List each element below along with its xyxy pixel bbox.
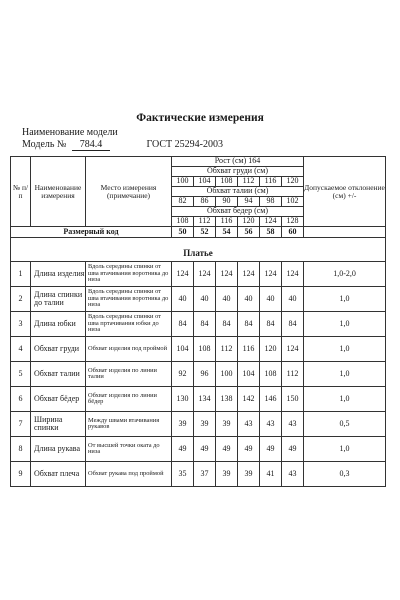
measurement-value: 108 [194,337,216,362]
document-title: Фактические измерения [136,112,264,124]
measurement-value: 84 [282,312,304,337]
model-name-label: Наименование модели [22,127,118,138]
chest-value: 116 [260,177,282,187]
measurement-name: Длина юбки [31,312,86,337]
measurement-name: Длина изделия [31,262,86,287]
table-row [11,387,386,412]
measurement-value: 84 [172,312,194,337]
row-number: 5 [11,362,31,387]
measurement-value: 40 [260,287,282,312]
size-code: 58 [260,227,282,238]
measurement-value: 124 [282,262,304,287]
measurement-value: 124 [216,262,238,287]
measurement-value: 150 [282,387,304,412]
measurement-place: Обхват изделия под проймой [86,337,172,362]
measurement-value: 41 [260,462,282,487]
row-number: 3 [11,312,31,337]
tolerance-value: 1,0 [304,437,386,462]
section-title: Платье [11,247,386,262]
measurement-name: Длина рукава [31,437,86,462]
hip-value: 128 [282,217,304,227]
tolerance-value: 1,0 [304,337,386,362]
measurement-place: Вдоль середины спинки от шва втачивания воротника до низа [86,287,172,312]
measurement-value: 49 [282,437,304,462]
tolerance-value: 1,0-2,0 [304,262,386,287]
header-num: № п/п [11,157,31,227]
size-code: 50 [172,227,194,238]
waist-value: 86 [194,197,216,207]
chest-value: 112 [238,177,260,187]
hip-value: 108 [172,217,194,227]
size-code: 60 [282,227,304,238]
measurement-value: 43 [282,462,304,487]
measurement-value: 39 [216,412,238,437]
measurement-value: 84 [216,312,238,337]
measurement-value: 35 [172,462,194,487]
measurement-value: 134 [194,387,216,412]
size-code-blank [304,227,386,238]
table-row [11,362,386,387]
model-line [22,139,223,151]
size-code: 56 [238,227,260,238]
tolerance-value: 1,0 [304,312,386,337]
header-place: Место измерения (примечание) [86,157,172,227]
measurement-value: 43 [282,412,304,437]
table-row [11,412,386,437]
measurement-value: 84 [260,312,282,337]
measurement-place: Обхват изделия по линии бёдер [86,387,172,412]
measurement-place: Между швами втачивания рукавов [86,412,172,437]
measurement-value: 92 [172,362,194,387]
row-number: 6 [11,387,31,412]
tolerance-value: 0,5 [304,412,386,437]
measurement-place: Обхват изделия по линии талии [86,362,172,387]
measurement-place: Обхват рукава под проймой [86,462,172,487]
measurement-value: 49 [260,437,282,462]
measurement-value: 40 [238,287,260,312]
waist-value: 102 [282,197,304,207]
waist-value: 90 [216,197,238,207]
standard-label: ГОСТ 25294-2003 [146,139,223,150]
chest-value: 120 [282,177,304,187]
hip-value: 124 [260,217,282,227]
measurement-name: Обхват груди [31,337,86,362]
header-tolerance: Допускаемое отклонение (см) +/- [304,157,386,227]
measurement-value: 39 [238,462,260,487]
measurement-value: 124 [238,262,260,287]
table-row [11,312,386,337]
measurement-value: 49 [194,437,216,462]
measurement-value: 84 [238,312,260,337]
measurement-name: Обхват плеча [31,462,86,487]
model-number: 784.4 [72,140,110,151]
measurement-value: 37 [194,462,216,487]
row-number: 8 [11,437,31,462]
chest-value: 108 [216,177,238,187]
measurement-value: 108 [260,362,282,387]
measurement-value: 104 [172,337,194,362]
measurement-value: 124 [194,262,216,287]
measurement-value: 124 [260,262,282,287]
measurement-value: 146 [260,387,282,412]
measurement-value: 112 [282,362,304,387]
header-waist: Обхват талии (см) [172,187,304,197]
measurement-value: 39 [216,462,238,487]
tolerance-value: 1,0 [304,387,386,412]
measurement-name: Длина спинки до талии [31,287,86,312]
measurement-value: 39 [172,412,194,437]
measurement-value: 100 [216,362,238,387]
measurement-value: 49 [216,437,238,462]
header-hips: Обхват бедер (см) [172,207,304,217]
measurement-name: Обхват талии [31,362,86,387]
measurements-table [10,156,386,487]
tolerance-value: 1,0 [304,362,386,387]
measurement-value: 43 [238,412,260,437]
measurement-value: 43 [260,412,282,437]
size-code: 54 [216,227,238,238]
row-number: 4 [11,337,31,362]
table-row [11,437,386,462]
measurement-name: Ширина спинки [31,412,86,437]
measurement-value: 40 [194,287,216,312]
spacer-row [11,238,386,248]
measurement-value: 40 [282,287,304,312]
row-number: 9 [11,462,31,487]
table-row [11,262,386,287]
measurement-value: 40 [216,287,238,312]
chest-value: 104 [194,177,216,187]
row-number: 2 [11,287,31,312]
size-code-label: Размерный код [11,227,172,238]
hip-value: 120 [238,217,260,227]
waist-value: 82 [172,197,194,207]
tolerance-value: 1,0 [304,287,386,312]
measurement-value: 96 [194,362,216,387]
row-number: 1 [11,262,31,287]
table-row [11,287,386,312]
table-row [11,462,386,487]
measurement-name: Обхват бёдер [31,387,86,412]
waist-value: 94 [238,197,260,207]
header-name: Наименование измерения [31,157,86,227]
measurement-value: 142 [238,387,260,412]
measurement-value: 116 [238,337,260,362]
chest-value: 100 [172,177,194,187]
header-height: Рост (см) 164 [172,157,304,167]
measurement-value: 104 [238,362,260,387]
measurement-place: Вдоль середины спинки от шва втачивания воротника до низа [86,262,172,287]
measurement-value: 39 [194,412,216,437]
model-label: Модель № [22,139,67,150]
measurement-value: 49 [238,437,260,462]
measurement-value: 124 [172,262,194,287]
measurement-value: 112 [216,337,238,362]
row-number: 7 [11,412,31,437]
measurement-value: 49 [172,437,194,462]
table-row [11,337,386,362]
measurement-value: 138 [216,387,238,412]
measurement-place: От высшей точки оката до низа [86,437,172,462]
measurement-value: 40 [172,287,194,312]
measurement-value: 124 [282,337,304,362]
hip-value: 112 [194,217,216,227]
hip-value: 116 [216,217,238,227]
header-chest: Обхват груди (см) [172,167,304,177]
measurement-value: 130 [172,387,194,412]
measurement-place: Вдоль середины спинки от шва пртачивания юбки до низа [86,312,172,337]
tolerance-value: 0,3 [304,462,386,487]
size-code: 52 [194,227,216,238]
measurement-value: 120 [260,337,282,362]
measurement-value: 84 [194,312,216,337]
waist-value: 98 [260,197,282,207]
